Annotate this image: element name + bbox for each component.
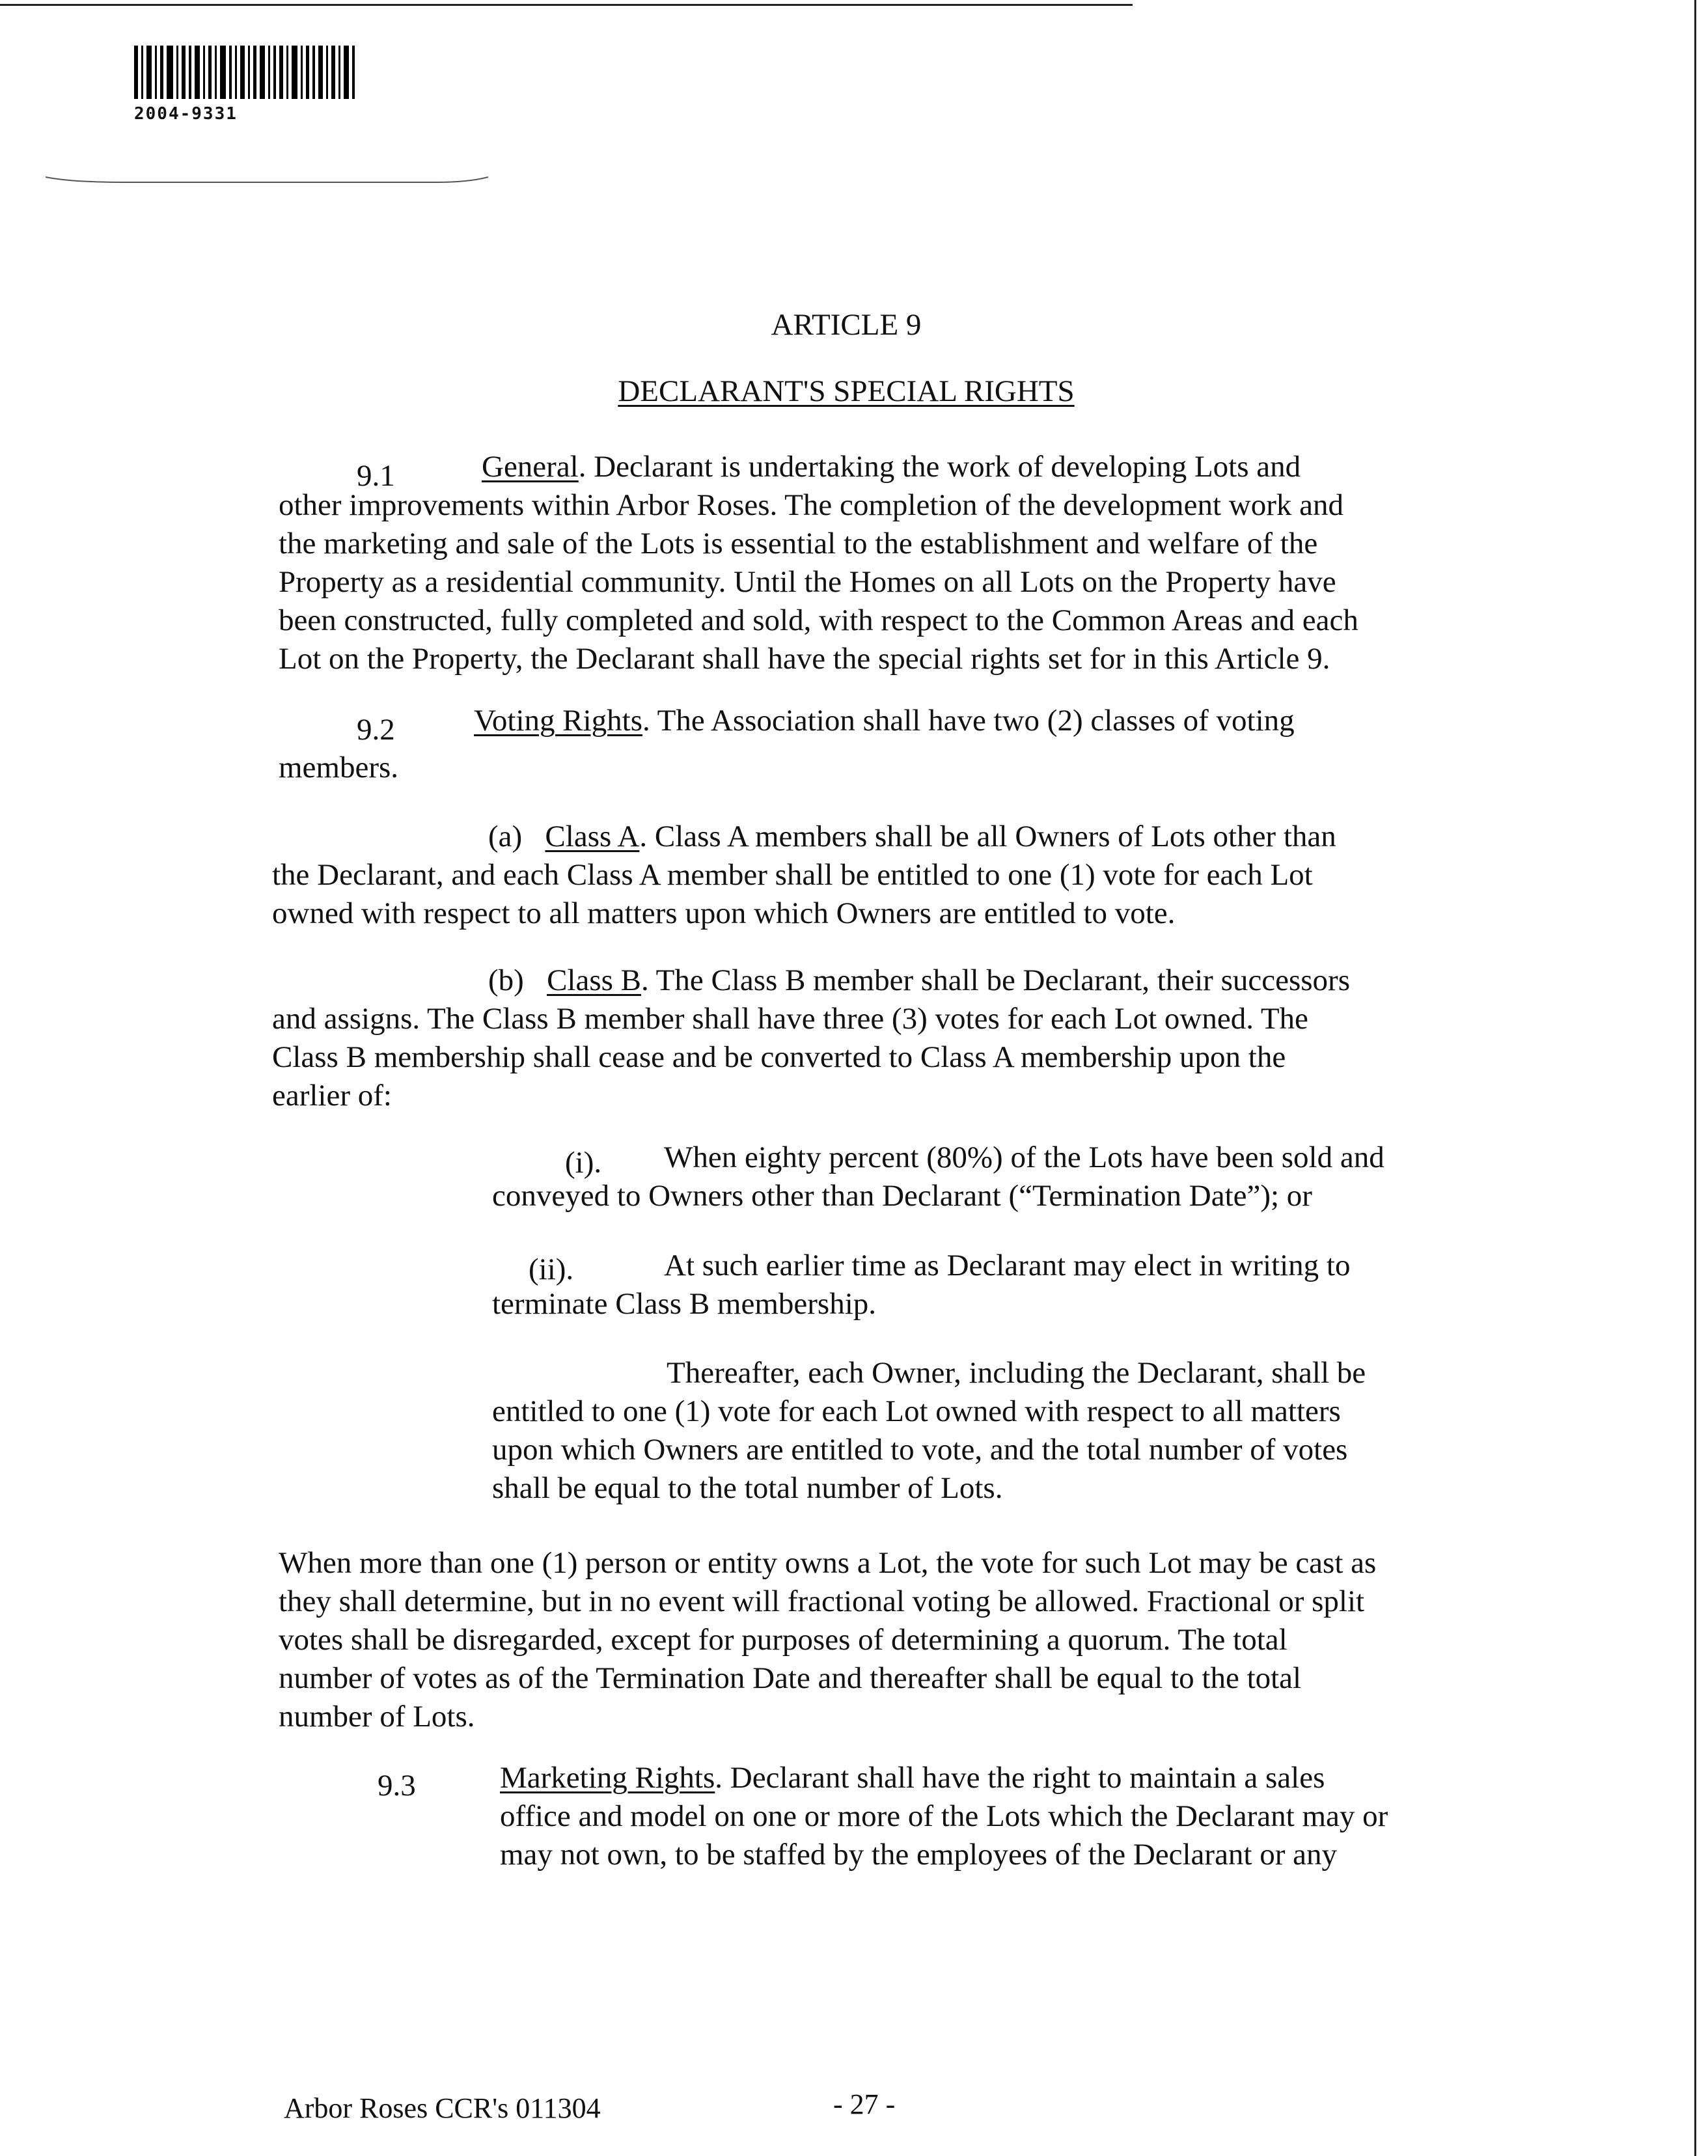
section-9-2-title: Voting Rights	[474, 704, 643, 738]
section-9-2-number: 9.2	[357, 713, 395, 747]
article-title: ARTICLE 9	[771, 308, 922, 342]
section-9-1-line-4: Property as a residential community. Until the Homes on all Lots on the Property have	[279, 565, 1336, 599]
article-heading: DECLARANT'S SPECIAL RIGHTS	[618, 374, 1075, 408]
section-9-1-number: 9.1	[357, 459, 395, 493]
section-9-3-number: 9.3	[378, 1769, 416, 1803]
section-9-1-line-3: the marketing and sale of the Lots is essential to the establishment and welfare of the	[279, 527, 1318, 560]
section-9-1-line-5: been constructed, fully completed and sold, with respect to the Common Areas and each	[279, 603, 1358, 637]
scan-artifact-line	[46, 176, 488, 184]
thereafter-line-3: upon which Owners are entitled to vote, and the total number of votes	[492, 1433, 1348, 1467]
section-9-1-title: General	[482, 450, 579, 484]
scan-edge-right	[1694, 0, 1696, 2156]
fractional-line-1: When more than one (1) person or entity owns a Lot, the vote for such Lot may be cast as	[279, 1546, 1377, 1580]
class-b-line-4: earlier of:	[272, 1079, 392, 1113]
footer-document-reference: Arbor Roses CCR's 011304	[284, 2092, 601, 2124]
class-b-line-2: and assigns. The Class B member shall have three (3) votes for each Lot owned. The	[272, 1002, 1308, 1036]
class-a-title: Class A	[545, 820, 640, 853]
thereafter-line-2: entitled to one (1) vote for each Lot owned with respect to all matters	[492, 1394, 1341, 1428]
section-9-1-line-1: General. Declarant is undertaking the work of developing Lots and	[482, 450, 1301, 484]
fractional-line-4: number of votes as of the Termination Date and thereafter shall be equal to the total	[279, 1661, 1302, 1695]
item-i-line-2: conveyed to Owners other than Declarant (“Termination Date”); or	[492, 1179, 1312, 1213]
thereafter-line-4: shall be equal to the total number of Lots.	[492, 1471, 1003, 1505]
section-9-1-line-6: Lot on the Property, the Declarant shall have the special rights set for in this Article 9.	[279, 642, 1330, 676]
section-9-2-line-1: Voting Rights. The Association shall have two (2) classes of voting	[474, 704, 1295, 738]
thereafter-line-1: Thereafter, each Owner, including the Declarant, shall be	[667, 1356, 1366, 1390]
section-9-2-line-2: members.	[279, 751, 399, 784]
class-b-line-3: Class B membership shall cease and be converted to Class A membership upon the	[272, 1040, 1286, 1074]
barcode-number: 2004-9331	[134, 104, 238, 124]
section-9-1-line-2: other improvements within Arbor Roses. The completion of the development work and	[279, 488, 1343, 522]
item-ii-label: (ii).	[529, 1252, 574, 1286]
item-ii-line-2: terminate Class B membership.	[492, 1287, 877, 1321]
fractional-line-5: number of Lots.	[279, 1700, 475, 1734]
item-i-label: (i).	[565, 1146, 602, 1180]
class-a-paragraph-line-1: (a) Class A. Class A members shall be all Owners of Lots other than	[488, 820, 1336, 853]
section-9-3-line-1: Marketing Rights. Declarant shall have the right to maintain a sales	[500, 1761, 1325, 1795]
class-a-line-2: the Declarant, and each Class A member shall be entitled to one (1) vote for each Lot	[272, 858, 1313, 892]
scan-edge-top	[0, 4, 1133, 6]
footer-page-number: - 27 -	[833, 2088, 896, 2120]
section-9-3-line-3: may not own, to be staffed by the employees of the Declarant or any	[500, 1838, 1338, 1872]
item-ii-line-1: At such earlier time as Declarant may elect in writing to	[664, 1249, 1351, 1282]
fractional-line-3: votes shall be disregarded, except for purposes of determining a quorum. The total	[279, 1623, 1288, 1657]
class-a-line-3: owned with respect to all matters upon which Owners are entitled to vote.	[272, 896, 1176, 930]
section-9-3-line-2: office and model on one or more of the Lots which the Declarant may or	[500, 1799, 1388, 1833]
barcode-graphic	[134, 46, 434, 99]
class-b-paragraph-line-1: (b) Class B. The Class B member shall be Declarant, their successors	[488, 963, 1350, 997]
item-i-line-1: When eighty percent (80%) of the Lots have been sold and	[664, 1140, 1384, 1174]
class-b-title: Class B	[547, 963, 642, 997]
fractional-line-2: they shall determine, but in no event will fractional voting be allowed. Fractional or split	[279, 1584, 1365, 1618]
section-9-3-title: Marketing Rights	[500, 1761, 715, 1795]
